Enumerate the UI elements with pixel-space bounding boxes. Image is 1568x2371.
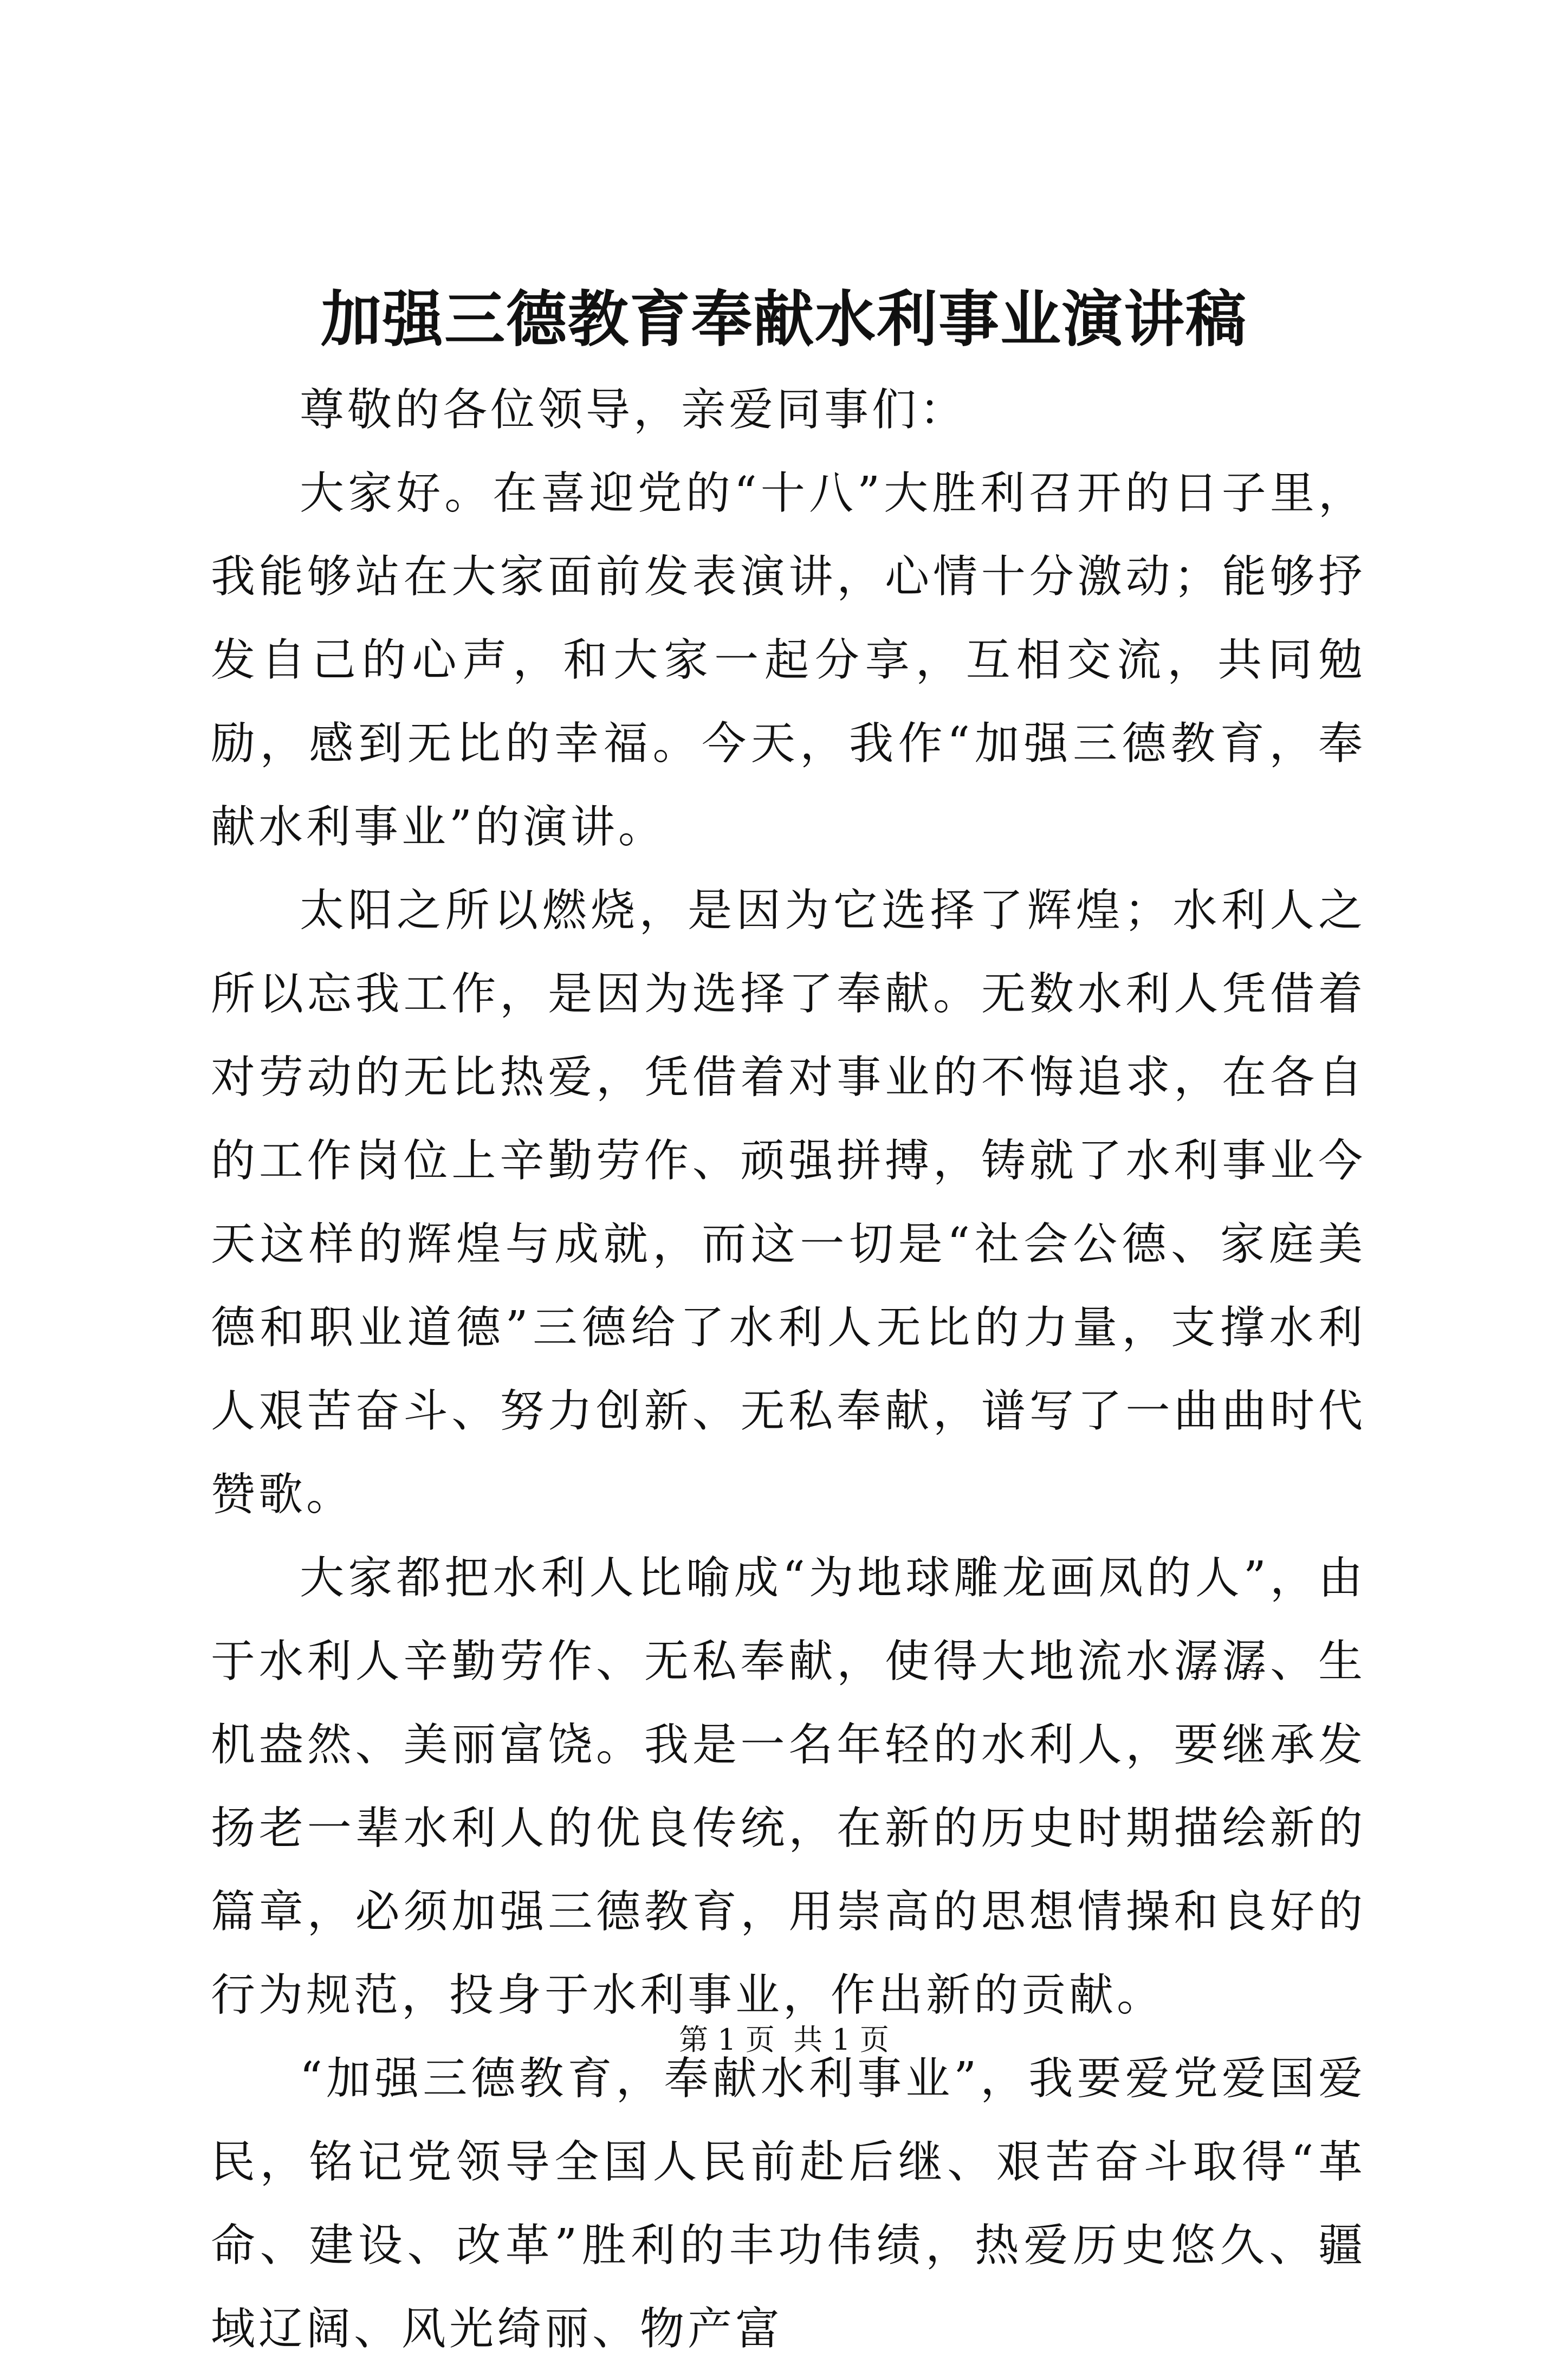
body-paragraph-1: 大家好。在喜迎党的“十八”大胜利召开的日子里，我能够站在大家面前发表演讲，心情十分激动；能够抒发自己的心声，和大家一起分享，互相交流，共同勉励，感到无比的幸福。今天，我作“加强三德教育，奉献水利事业”的演讲。 <box>211 468 1366 853</box>
page-number-footer: 第 1 页 共 1 页 <box>679 2023 889 2057</box>
document-body <box>211 368 1366 2371</box>
body-paragraph-4: “加强三德教育，奉献水利事业”，我要爱党爱国爱民，铭记党领导全国人民前赴后继、艰苦奋斗取得“革命、建设、改革”胜利的丰功伟绩，热爱历史悠久、疆域辽阔、风光绮丽、物产富 <box>211 2053 1366 2355</box>
body-paragraph-3: 大家都把水利人比喻成“为地球雕龙画凤的人”，由于水利人辛勤劳作、无私奉献，使得大地流水潺潺、生机盎然、美丽富饶。我是一名年轻的水利人，要继承发扬老一辈水利人的优良传统，在新的历史时期描绘新的篇章，必须加强三德教育，用崇高的思想情操和良好的行为规范，投身于水利事业，作出新的贡献。 <box>211 1552 1366 2021</box>
salutation-paragraph: 尊敬的各位领导，亲爱同事们： <box>300 384 968 436</box>
body-paragraph-2: 太阳之所以燃烧，是因为它选择了辉煌；水利人之所以忘我工作，是因为选择了奉献。无数水利人凭借着对劳动的无比热爱，凭借着对事业的不悔追求，在各自的工作岗位上辛勤劳作、顽强拼搏，铸就了水利事业今天这样的辉煌与成就，而这一切是“社会公德、家庭美德和职业道德”三德给了水利人无比的力量，支撑水利人艰苦奋斗、努力创新、无私奉献，谱写了一曲曲时代赞歌。 <box>211 885 1366 1520</box>
document-title: 加强三德教育奉献水利事业演讲稿 <box>321 284 1247 355</box>
